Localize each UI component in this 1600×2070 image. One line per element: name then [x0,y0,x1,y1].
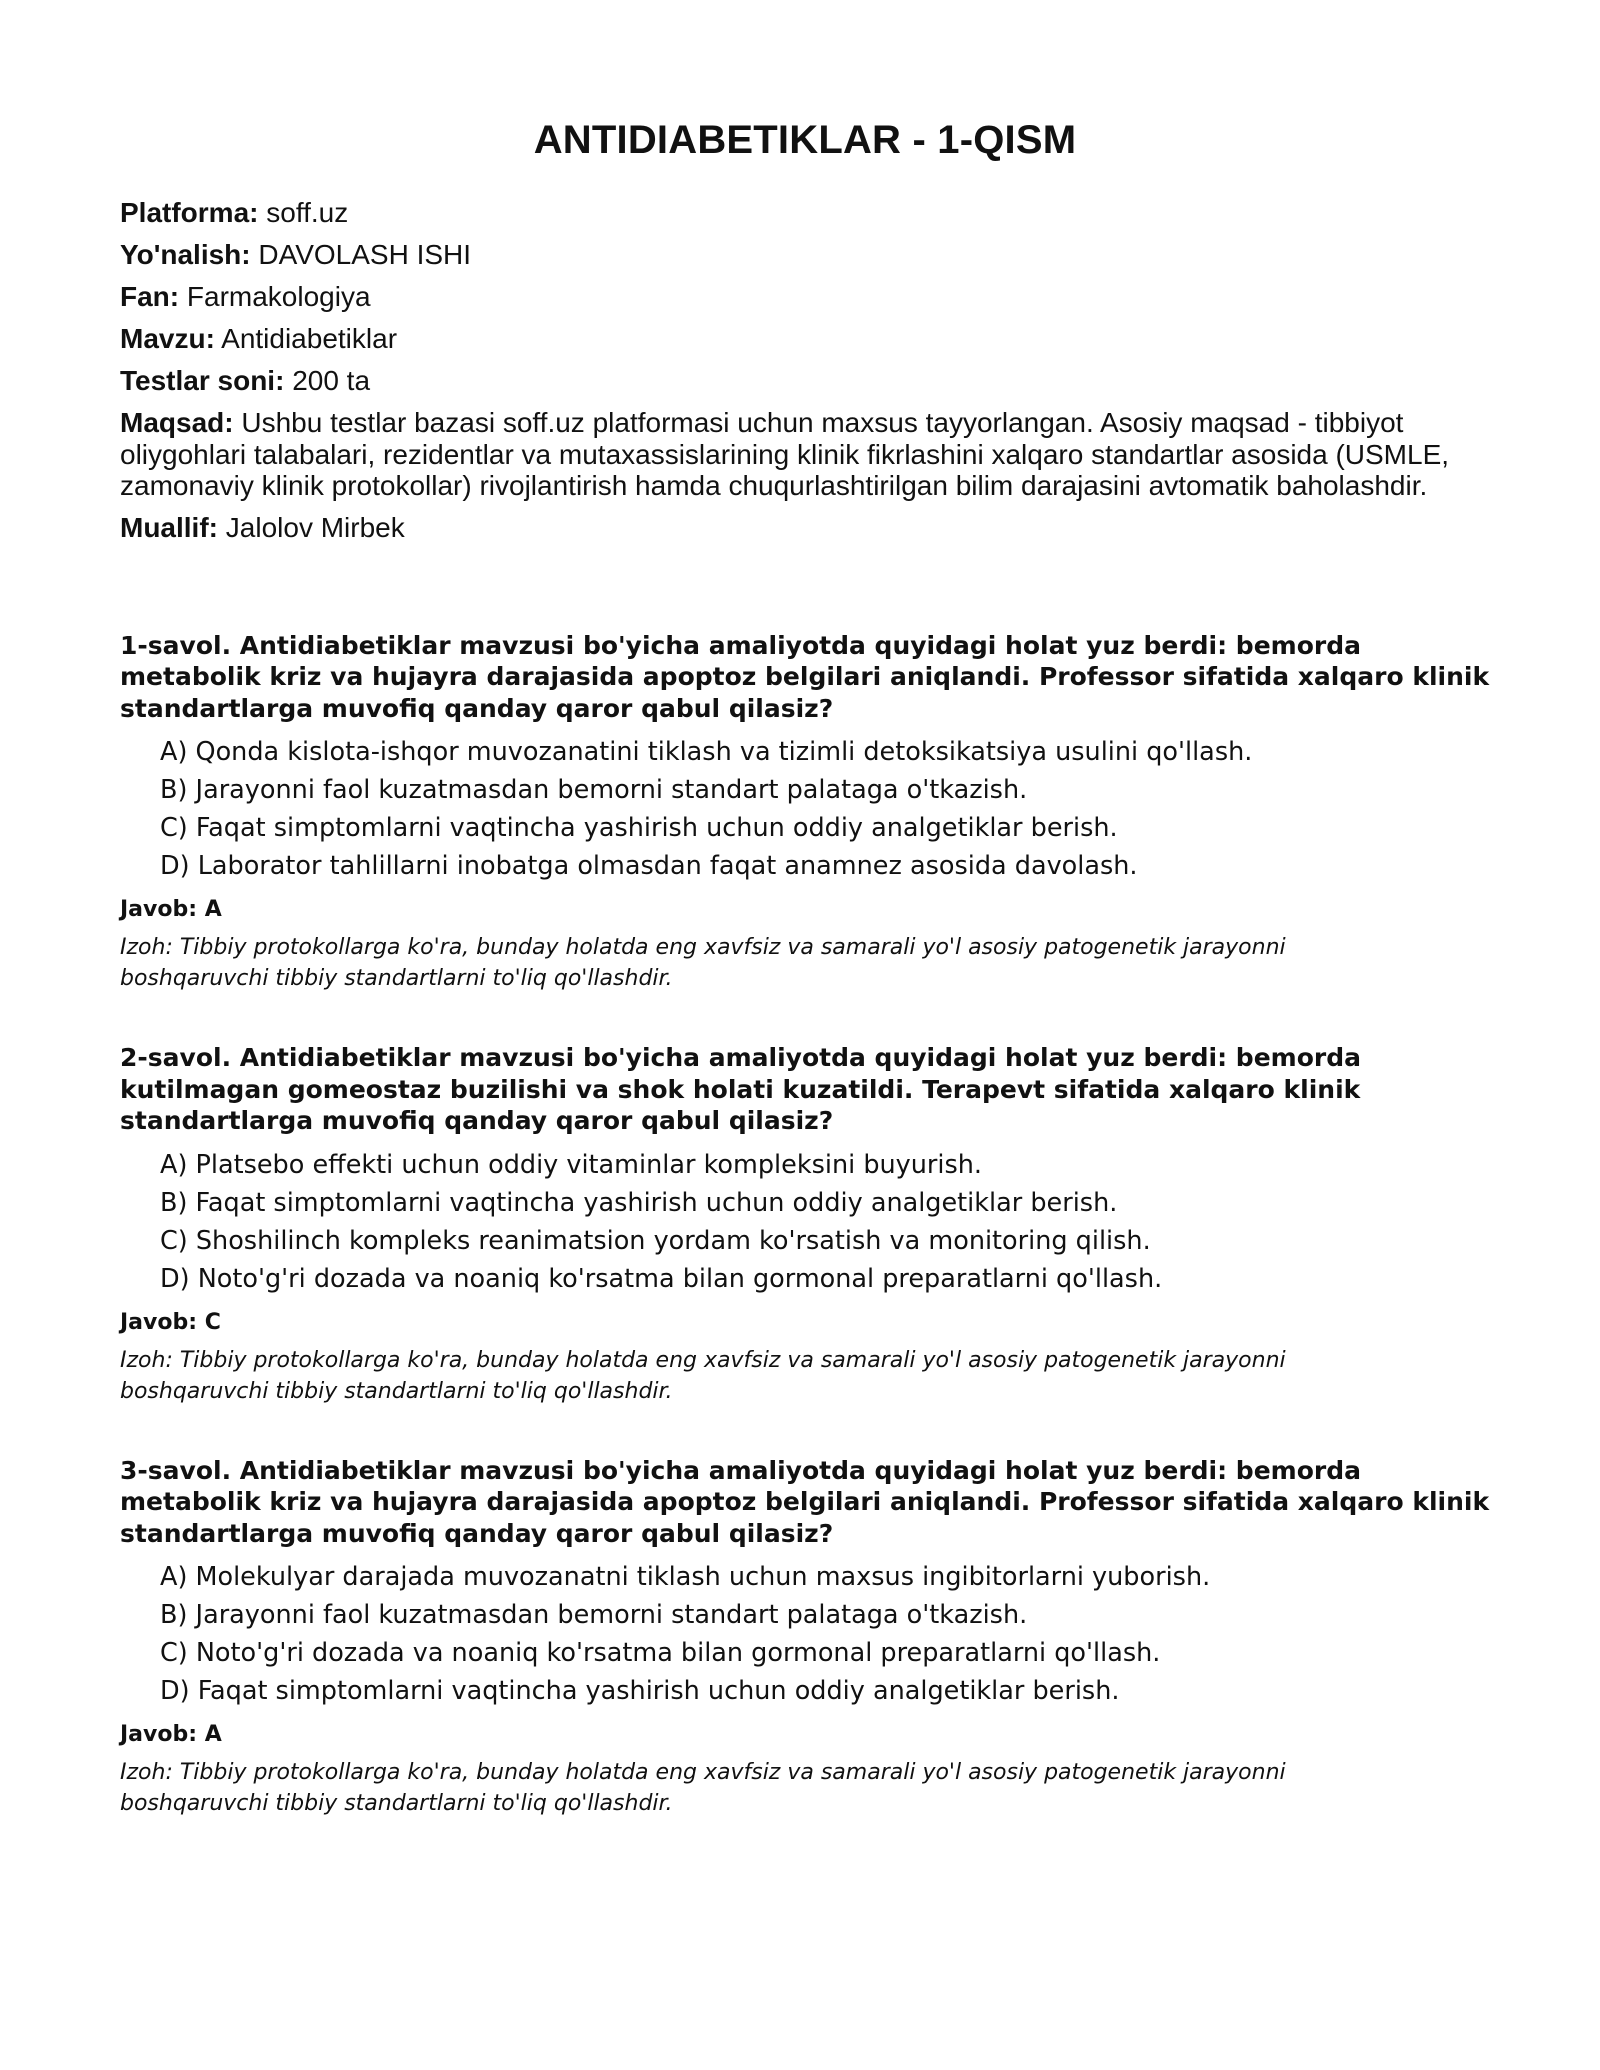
document-meta [120,197,1490,544]
document-title: ANTIDIABETIKLAR - 1-QISM [533,118,1077,162]
option-a: A) Molekulyar darajada muvozanatni tiklash uchun maxsus ingibitorlarni yuborish. [160,1562,1211,1592]
option-d: D) Noto'g'ri dozada va noaniq ko'rsatma bilan gormonal preparatlarni qo'llash. [160,1263,1163,1294]
meta-platform-value: soff.uz [266,197,349,228]
meta-direction [120,239,1490,271]
option-d: D) Faqat simptomlarni vaqtincha yashirish uchun oddiy analgetiklar berish. [160,1676,1120,1706]
meta-subject-label: Fan: [120,281,180,312]
answer-label: Javob: C [120,1309,221,1335]
question-text: 1-savol. Antidiabetiklar mavzusi bo'yicha amaliyotda quyidagi holat yuz berdi: bemorda metabolik kriz va hujayra darajasida apoptoz belgilari aniqlandi. Professor sifatida xalqaro klinik standartlarga muvofiq qanday qaror qabul qilasiz? [120,630,1490,723]
meta-subject [120,281,1490,313]
explanation-text: Izoh: Tibbiy protokollarga ko'ra, bunday holatda eng xavfsiz va samarali yo'l asosiy patogenetik jarayonni boshqaruvchi tibbiy standartlarni to'liq qo'llashdir. [120,1760,1286,1816]
meta-purpose-label: Maqsad: [120,407,234,438]
meta-author-label: Muallif: [120,511,218,543]
meta-platform-label: Platforma: [120,197,259,228]
meta-purpose-value: Ushbu testlar bazasi soff.uz platformasi uchun maxsus tayyorlangan. Asosiy maqsad - tibbiyot oliygohlari talabalari, rezidentlar va mutaxassislarining klinik fikrlashini xalqaro standartlar asosida (USMLE, zamonaviy klinik protokollar) rivojlantirish hamda chuqurlashtirilgan bilim darajasini avtomatik baholashdir. [120,407,1450,501]
option-d: D) Laborator tahlillarni inobatga olmasdan faqat anamnez asosida davolash. [160,851,1138,881]
option-list [120,1149,1490,1295]
option-b: B) Jarayonni faol kuzatmasdan bemorni standart palataga o'tkazish. [160,1600,1028,1630]
answer-label: Javob: A [120,897,222,922]
meta-count-label: Testlar soni: [120,365,285,396]
question-text: 2-savol. Antidiabetiklar mavzusi bo'yicha amaliyotda quyidagi holat yuz berdi: bemorda kutilmagan gomeostaz buzilishi va shok holati kuzatildi. Terapevt sifatida xalqaro klinik standartlarga muvofiq qanday qaror qabul qilasiz? [120,1043,1361,1135]
meta-subject-value: Farmakologiya [186,281,371,312]
option-b: B) Jarayonni faol kuzatmasdan bemorni standart palataga o'tkazish. [160,775,1028,805]
document-page [120,118,1490,1867]
meta-topic-label: Mavzu: [120,323,215,354]
question-list [120,630,1490,1820]
meta-author-value: Jalolov Mirbek [225,511,405,543]
meta-direction-value: DAVOLASH ISHI [258,239,472,270]
option-c: C) Shoshilinch kompleks reanimatsion yordam ko'rsatish va monitoring qilish. [160,1225,1151,1256]
option-list [120,736,1490,882]
meta-count-value: 200 ta [292,365,371,396]
option-b: B) Faqat simptomlarni vaqtincha yashirish uchun oddiy analgetiklar berish. [160,1187,1118,1218]
option-a: A) Platsebo effekti uchun oddiy vitaminlar kompleksini buyurish. [160,1149,983,1180]
question-text: 3-savol. Antidiabetiklar mavzusi bo'yicha amaliyotda quyidagi holat yuz berdi: bemorda metabolik kriz va hujayra darajasida apoptoz belgilari aniqlandi. Professor sifatida xalqaro klinik standartlarga muvofiq qanday qaror qabul qilasiz? [120,1455,1490,1548]
explanation-text: Izoh: Tibbiy protokollarga ko'ra, bunday holatda eng xavfsiz va samarali yo'l asosiy patogenetik jarayonni boshqaruvchi tibbiy standartlarni to'liq qo'llashdir. [120,935,1286,991]
question-2 [120,1042,1490,1407]
meta-platform [120,197,1490,229]
option-a: A) Qonda kislota-ishqor muvozanatini tiklash va tizimli detoksikatsiya usulini qo'llash. [160,737,1253,767]
option-list [120,1561,1490,1707]
meta-purpose [120,407,1490,502]
meta-topic-value: Antidiabetiklar [221,323,398,354]
option-c: C) Noto'g'ri dozada va noaniq ko'rsatma bilan gormonal preparatlarni qo'llash. [160,1638,1161,1668]
question-1 [120,630,1490,995]
meta-topic [120,323,1490,355]
meta-direction-label: Yo'nalish: [120,239,251,270]
meta-author [120,512,1490,544]
question-3 [120,1455,1490,1820]
meta-count [120,365,1490,397]
explanation-text: Izoh: Tibbiy protokollarga ko'ra, bunday holatda eng xavfsiz va samarali yo'l asosiy patogenetik jarayonni boshqaruvchi tibbiy standartlarni to'liq qo'llashdir. [120,1347,1286,1404]
answer-label: Javob: A [120,1722,222,1747]
option-c: C) Faqat simptomlarni vaqtincha yashirish uchun oddiy analgetiklar berish. [160,813,1118,843]
